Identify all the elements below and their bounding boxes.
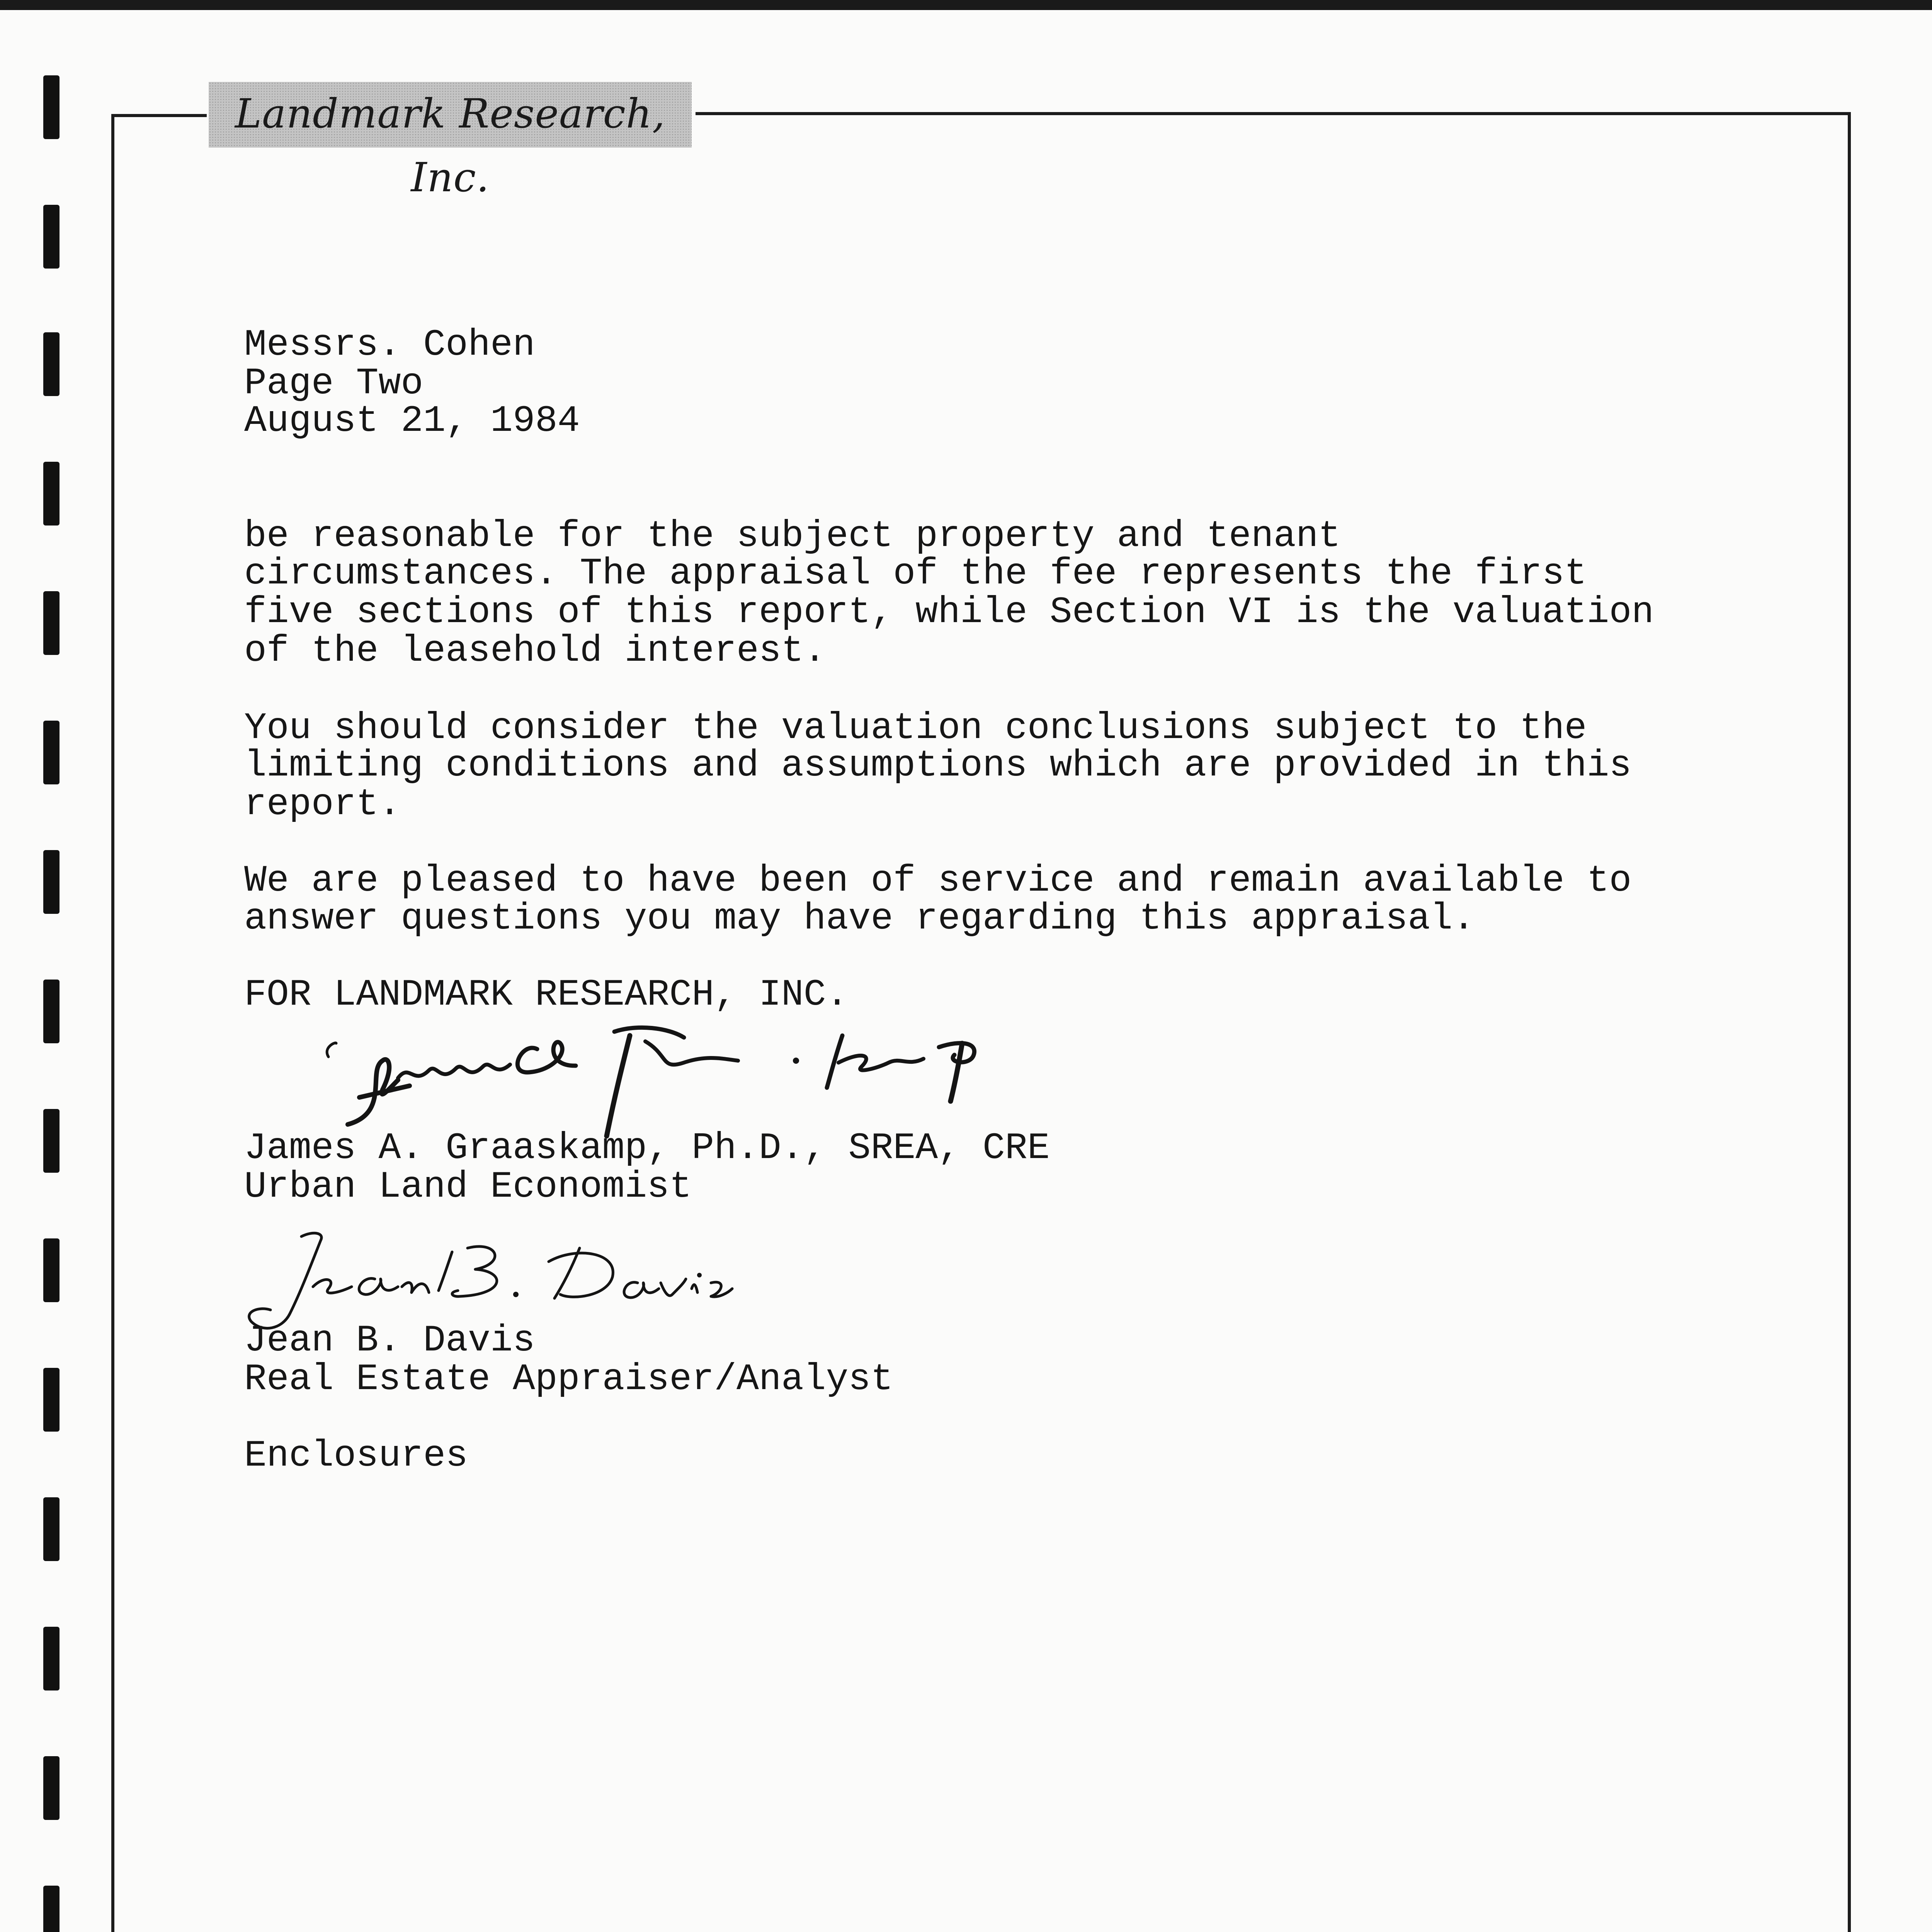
binder-hole	[43, 205, 60, 269]
binder-hole	[43, 1627, 60, 1690]
binder-hole	[43, 1497, 60, 1561]
addressee: Messrs. Cohen	[244, 324, 535, 366]
binder-hole	[43, 1756, 60, 1820]
binder-hole	[43, 1886, 60, 1932]
binder-holes	[0, 0, 58, 1932]
signer-1-title: Urban Land Economist	[244, 1166, 692, 1208]
frame-right	[1848, 112, 1851, 1932]
letterhead-logo-text: Landmark Research, Inc.	[235, 90, 665, 201]
letterhead-logo	[209, 82, 692, 201]
frame-left	[111, 114, 114, 1932]
binder-hole	[43, 1109, 60, 1173]
signer-2-title: Real Estate Appraiser/Analyst	[244, 1358, 893, 1400]
binder-hole	[43, 462, 60, 526]
enclosures: Enclosures	[244, 1435, 468, 1477]
binder-hole	[43, 75, 60, 139]
letter-date: August 21, 1984	[244, 400, 580, 442]
binder-hole	[43, 1368, 60, 1432]
body-line: We are pleased to have been of service and remain available to	[244, 860, 1632, 902]
binder-hole	[43, 332, 60, 396]
binder-hole	[43, 591, 60, 655]
frame-top-right	[696, 112, 1851, 115]
body-line: You should consider the valuation conclusions subject to the	[244, 707, 1587, 749]
body-line: limiting conditions and assumptions which are provided in this	[244, 745, 1632, 787]
binder-hole	[43, 850, 60, 914]
signer-1-name: James A. Graaskamp, Ph.D., SREA, CRE	[244, 1127, 1050, 1169]
frame-top-left	[112, 114, 207, 117]
closing-company: FOR LANDMARK RESEARCH, INC.	[244, 974, 849, 1016]
body-line: report.	[244, 783, 401, 825]
binder-hole	[43, 721, 60, 784]
body-line: circumstances. The appraisal of the fee represents the first	[244, 553, 1587, 595]
body-line: five sections of this report, while Section VI is the valuation	[244, 591, 1654, 633]
body-line: answer questions you may have regarding this appraisal.	[244, 898, 1475, 940]
signer-2-name: Jean B. Davis	[244, 1320, 535, 1362]
binder-hole	[43, 1238, 60, 1302]
binder-hole	[43, 980, 60, 1043]
body-line: of the leasehold interest.	[244, 630, 826, 672]
body-line: be reasonable for the subject property and tenant	[244, 515, 1341, 557]
scan-top-edge	[0, 0, 1932, 10]
page-label: Page Two	[244, 362, 423, 405]
